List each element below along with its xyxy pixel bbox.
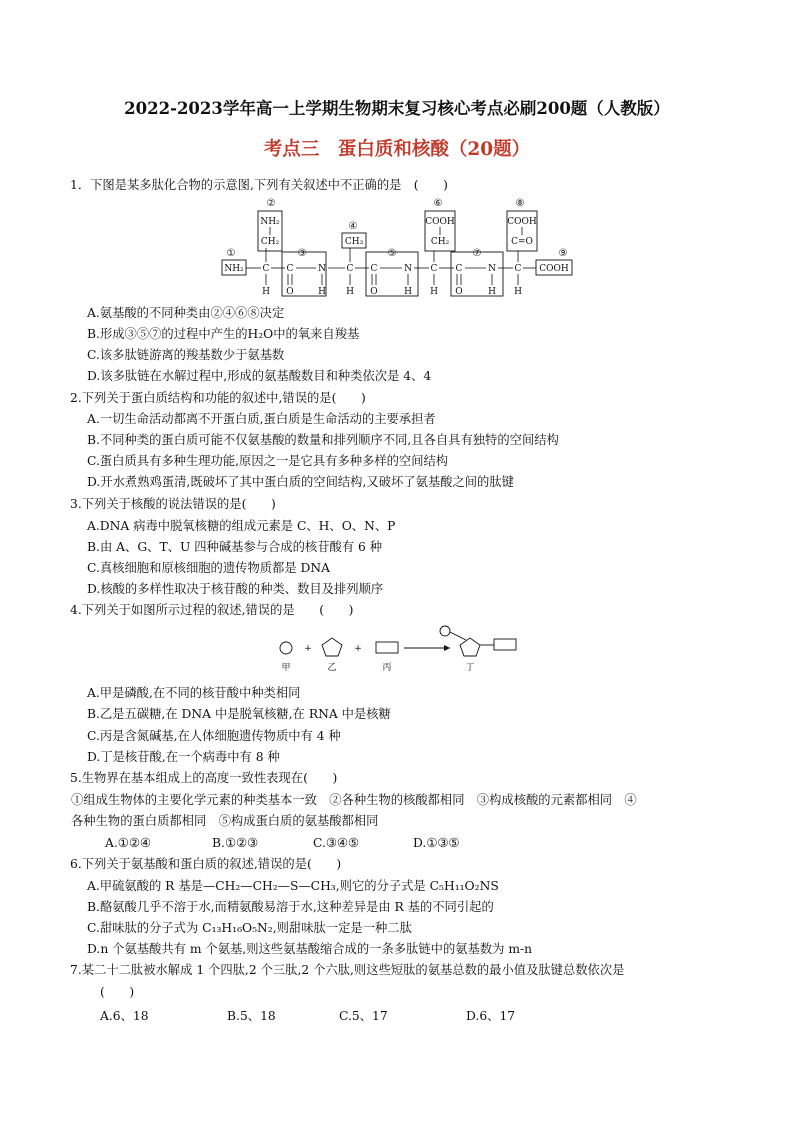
q1-option-a: A.氨基酸的不同种类由②④⑥⑧决定 <box>87 306 285 320</box>
q3-stem: 3.下列关于核酸的说法错误的是( ) <box>70 497 276 511</box>
r-cooh-b: COOH <box>507 217 537 227</box>
plus-sign: + <box>304 644 312 654</box>
q7-choice-b: B.5、18 <box>227 1009 276 1023</box>
label-yi: 乙 <box>327 663 337 673</box>
r-nh2: NH₂ <box>260 217 280 227</box>
h-atom: H <box>430 287 438 297</box>
h-atom: H <box>262 287 270 297</box>
pentose-pentagon <box>322 638 342 656</box>
marker-1: ① <box>226 248 236 259</box>
section-title: 考点三 蛋白质和核酸（20题） <box>263 139 531 160</box>
h-atom: H <box>404 287 412 297</box>
q4-stem: 4.下列关于如图所示过程的叙述,错误的是 ( ) <box>70 603 354 617</box>
q6-option-c: C.甜味肽的分子式为 C₁₃H₁₆O₅N₂,则甜味肽一定是一种二肽 <box>87 921 412 935</box>
chain-c7: C <box>514 264 522 274</box>
o-atom: O <box>286 287 294 297</box>
chain-n3: N <box>488 264 496 274</box>
q4-nucleotide-diagram <box>270 622 530 678</box>
marker-8: ⑧ <box>515 198 525 209</box>
marker-7: ⑦ <box>472 248 482 259</box>
page-title: 2022-2023学年高一上学期生物期末复习核心考点必刷200题（人教版） <box>124 99 670 118</box>
marker-5: ⑤ <box>387 248 397 259</box>
r-cooh-a: COOH <box>425 217 455 227</box>
q5-choice-a: A.①②④ <box>105 836 151 850</box>
q7-answer-paren: ( ) <box>100 985 135 999</box>
r-ch2-a: CH₂ <box>260 237 280 247</box>
q3-option-d: D.核酸的多样性取决于核苷酸的种类、数目及排列顺序 <box>87 582 384 596</box>
q1-option-d: D.该多肽链在水解过程中,形成的氨基酸数目和种类依次是 4、4 <box>87 369 432 383</box>
r-ch2-b: CH₂ <box>430 237 450 247</box>
q6-option-d: D.n 个氨基酸共有 m 个氨基,则这些氨基酸缩合成的一条多肽链中的氨基数为 m-n <box>87 942 533 956</box>
q2-option-b: B.不同种类的蛋白质可能不仅氨基酸的数量和排列顺序不同,且各自具有独特的空间结构 <box>87 433 559 447</box>
nucleotide-phosphate <box>440 626 450 636</box>
label-ding: 丁 <box>465 663 475 673</box>
q4-option-a: A.甲是磷酸,在不同的核苷酸中种类相同 <box>87 686 301 700</box>
q5-stem: 5.生物界在基本组成上的高度一致性表现在( ) <box>70 771 338 785</box>
chain-c6: C <box>455 264 463 274</box>
q3-option-c: C.真核细胞和原核细胞的遗传物质都是 DNA <box>87 561 331 575</box>
chain-c2: C <box>286 264 294 274</box>
q4-option-c: C.丙是含氮碱基,在人体细胞遗传物质中有 4 种 <box>87 729 341 743</box>
q7-stem: 7.某二十二肽被水解成 1 个四肽,2 个三肽,2 个六肽,则这些短肽的氨基总数的最小值及肽键总数依次是 <box>70 963 625 977</box>
q2-option-a: A.一切生命活动都离不开蛋白质,蛋白质是生命活动的主要承担者 <box>87 412 436 426</box>
nucleotide-pentose <box>460 638 480 656</box>
marker-3: ③ <box>297 248 307 259</box>
r-ch3: CH₃ <box>344 237 364 247</box>
polypeptide-structure-figure <box>218 196 578 300</box>
q1-stem: 1．下图是某多肽化合物的示意图,下列有关叙述中不正确的是 ( ) <box>70 178 448 192</box>
h-atom: H <box>514 287 522 297</box>
q5-statements-line2: 各种生物的蛋白质都相同 ⑤构成蛋白质的氨基酸都相同 <box>71 814 379 828</box>
chain-n2: N <box>404 264 412 274</box>
q3-option-b: B.由 A、G、T、U 四种碱基参与合成的核苷酸有 6 种 <box>87 540 383 554</box>
q6-stem: 6.下列关于氨基酸和蛋白质的叙述,错误的是( ) <box>70 857 342 871</box>
chain-c1: C <box>262 264 270 274</box>
q5-choice-c: C.③④⑤ <box>313 836 359 850</box>
q2-stem: 2.下列关于蛋白质结构和功能的叙述中,错误的是( ) <box>70 391 366 405</box>
label-jia: 甲 <box>281 663 291 673</box>
nucleotide-base <box>494 639 516 650</box>
chain-cooh: COOH <box>539 264 569 274</box>
q4-option-d: D.丁是核苷酸,在一个病毒中有 8 种 <box>87 750 280 764</box>
label-bing: 丙 <box>382 663 392 673</box>
r-c-o: C=O <box>511 237 533 247</box>
base-rect <box>376 642 398 653</box>
chain-c4: C <box>370 264 378 274</box>
q4-option-b: B.乙是五碳糖,在 DNA 中是脱氧核糖,在 RNA 中是核糖 <box>87 707 391 721</box>
q2-option-d: D.开水煮熟鸡蛋清,既破坏了其中蛋白质的空间结构,又破坏了氨基酸之间的肽键 <box>87 475 514 489</box>
chain-nh2: NH₂ <box>224 264 244 274</box>
q7-choice-d: D.6、17 <box>466 1009 516 1023</box>
q1-option-b: B.形成③⑤⑦的过程中产生的H₂O中的氧来自羧基 <box>87 327 360 341</box>
nucleotide-formation-figure <box>270 622 530 678</box>
marker-2: ② <box>266 198 276 209</box>
q5-choice-d: D.①③⑤ <box>413 836 460 850</box>
q7-choice-a: A.6、18 <box>100 1009 149 1023</box>
plus-sign: + <box>354 644 362 654</box>
q2-option-c: C.蛋白质具有多种生理功能,原因之一是它具有多种多样的空间结构 <box>87 454 449 468</box>
h-atom: H <box>318 287 326 297</box>
q6-option-b: B.酪氨酸几乎不溶于水,而精氨酸易溶于水,这种差异是由 R 基的不同引起的 <box>87 900 494 914</box>
q5-choice-b: B.①②③ <box>212 836 259 850</box>
o-atom: O <box>370 287 378 297</box>
h-atom: H <box>346 287 354 297</box>
marker-4: ④ <box>348 221 358 232</box>
chain-n1: N <box>318 264 326 274</box>
chain-c3: C <box>346 264 354 274</box>
marker-6: ⑥ <box>433 198 443 209</box>
q5-statements-line1: ①组成生物体的主要化学元素的种类基本一致 ②各种生物的核酸都相同 ③构成核酸的元素都相同 ④ <box>71 793 637 807</box>
marker-9: ⑨ <box>558 248 568 259</box>
h-atom: H <box>488 287 496 297</box>
chain-c5: C <box>430 264 438 274</box>
q1-polypeptide-diagram <box>218 196 578 300</box>
q3-option-a: A.DNA 病毒中脱氧核糖的组成元素是 C、H、O、N、P <box>87 519 396 533</box>
q1-option-c: C.该多肽链游离的羧基数少于氨基数 <box>87 348 285 362</box>
q6-option-a: A.甲硫氨酸的 R 基是—CH₂—CH₂—S—CH₃,则它的分子式是 C₅H₁₁O₂NS <box>87 879 499 893</box>
q7-choice-c: C.5、17 <box>339 1009 388 1023</box>
phosphate-circle <box>280 642 292 654</box>
o-atom: O <box>455 287 463 297</box>
